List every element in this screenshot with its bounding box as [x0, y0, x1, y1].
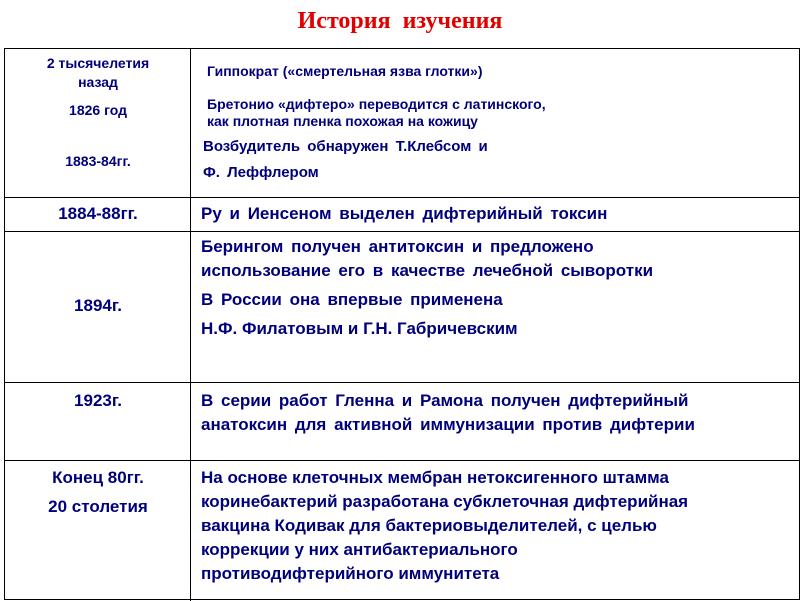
event-cell: [191, 49, 799, 197]
date-text: 20 столетия: [48, 497, 148, 516]
date-text: 2 тысячелетия: [46, 55, 150, 71]
date-cell: [5, 232, 191, 382]
table-row: [5, 197, 799, 231]
event-text: коррекции у них антибактериального: [201, 540, 518, 559]
event-text: Ру и Иенсеном выделен дифтерийный токсин: [201, 204, 608, 223]
date-cell: [5, 49, 191, 197]
event-cell: [191, 461, 799, 601]
table-row: [5, 49, 799, 197]
event-text: В серии работ Гленна и Рамона получен дифтерийный: [201, 391, 689, 410]
table-row: [5, 231, 799, 382]
date-text: Конец 80гг.: [52, 468, 144, 487]
event-cell: [191, 232, 799, 382]
date-text: 1923г.: [74, 391, 122, 410]
date-cell: [5, 383, 191, 460]
event-text: Возбудитель обнаружен Т.Клебсом и: [203, 138, 488, 155]
event-text: Бретонио «дифтеро» переводится с латинского,: [207, 96, 546, 112]
event-text: коринебактерий разработана субклеточная дифтерийная: [201, 492, 689, 511]
date-text: назад: [78, 74, 118, 90]
table-row: [5, 460, 799, 601]
event-text: Ф. Леффлером: [203, 164, 319, 181]
event-text: Гиппократ («смертельная язва глотки»): [207, 63, 483, 79]
history-table: [4, 48, 800, 600]
event-text: В России она впервые применена: [201, 290, 503, 309]
date-text: 1883-84гг.: [65, 153, 131, 169]
event-cell: [191, 383, 799, 460]
page-title: История изучения: [297, 8, 503, 34]
date-cell: [5, 461, 191, 601]
date-text: 1894г.: [74, 296, 122, 315]
date-text: 1826 год: [69, 102, 127, 118]
event-text: использование его в качестве лечебной сыворотки: [201, 261, 654, 280]
event-text: анатоксин для активной иммунизации против дифтерии: [201, 415, 695, 434]
event-cell: [191, 198, 799, 231]
event-text: как плотная пленка похожая на кожицу: [207, 113, 478, 129]
event-text: вакцина Кодивак для бактериовыделителей, с целью: [201, 516, 657, 535]
date-text: 1884-88гг.: [58, 204, 138, 223]
event-text: противодифтерийного иммунитета: [201, 564, 500, 583]
event-text: Н.Ф. Филатовым и Г.Н. Габричевским: [201, 319, 518, 338]
table-row: [5, 382, 799, 460]
date-cell: [5, 198, 191, 231]
event-text: На основе клеточных мембран нетоксигенного штамма: [201, 468, 669, 487]
event-text: Берингом получен антитоксин и предложено: [201, 237, 594, 256]
